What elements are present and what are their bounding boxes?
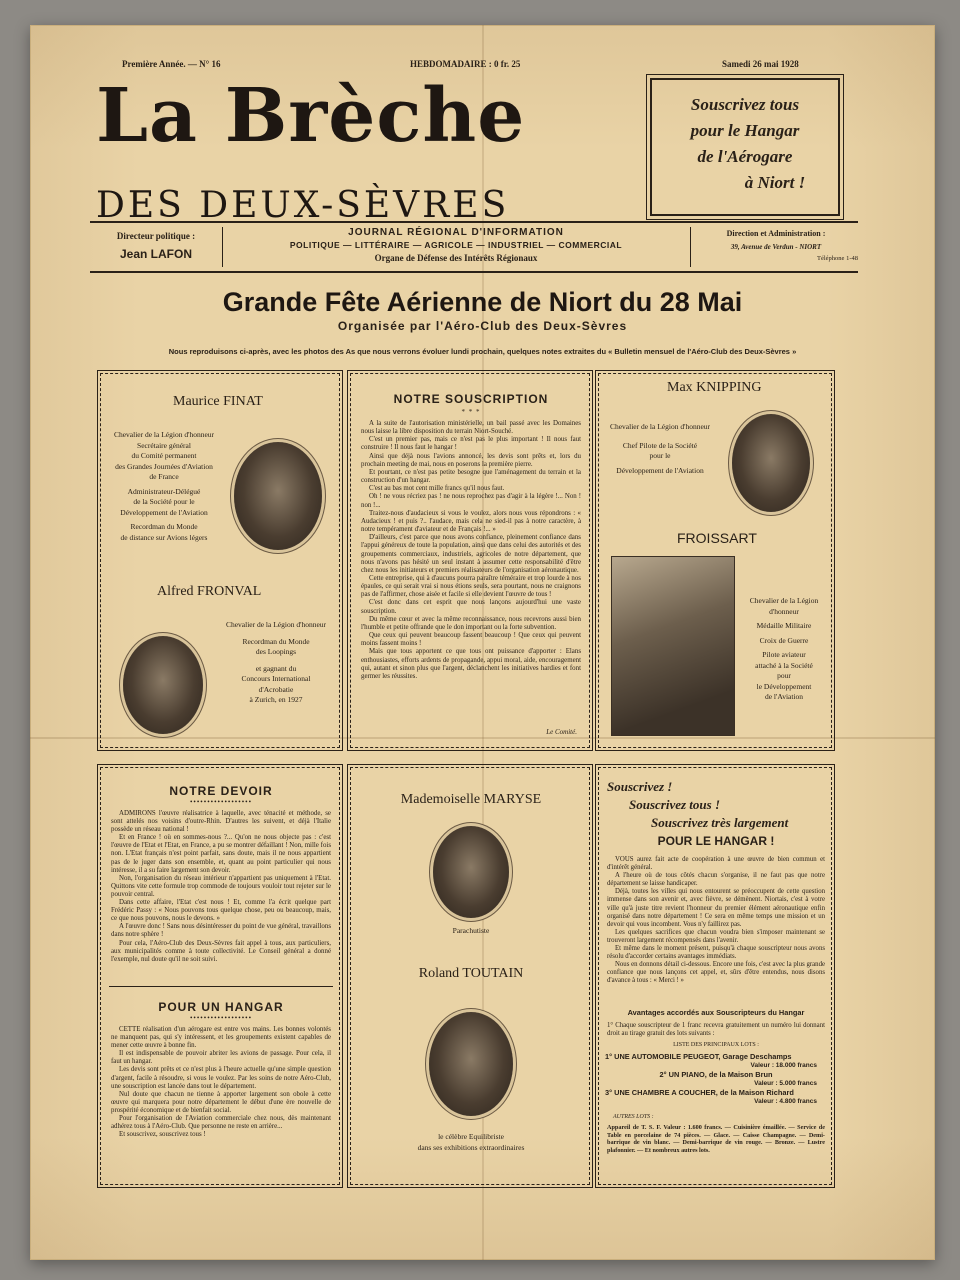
subscription-promo-box	[650, 78, 840, 216]
director-label: Directeur politique :	[116, 231, 196, 241]
article-title-souscription: NOTRE SOUSCRIPTION	[393, 392, 549, 406]
ornament: ••••••••••••••••••	[189, 1014, 253, 1022]
appeal-line-1: Souscrivez !	[607, 779, 673, 794]
intro-note: Nous reproduisons ci-après, avec les photos des As que nous verrons évoluer lundi prochain, quelques notes extraites du « Bulletin mensuel de l'Aéro-Club des Deux-Sèvres »	[168, 347, 797, 356]
lot-2-value: Valeur : 5.000 francs	[754, 1080, 817, 1087]
panel-maryse-toutain	[350, 767, 590, 1185]
aviator-name-knipping: Max KNIPPING	[667, 380, 762, 395]
panel-souscription	[350, 373, 590, 748]
caption-toutain: le célèbre Equilibriste dans ses exhibitions extraordinaires	[417, 1132, 525, 1152]
photo-froissart	[611, 556, 735, 736]
portrait-knipping	[732, 414, 810, 512]
article-body-souscription: A la suite de l'autorisation ministérielle, un bail passé avec les Domaines nous laisse la libre disposition du terrain Niort-Souché. C'est un premier pas, mais ce n'est pas le plus important ! Il nous faut construire ! Il nous faut le hangar ! Ainsi que déjà nous l'avions annoncé, les devis sont prêts et, lors du prochain meeting de mai, nous en poserons la première pierre. Et pourtant, ce n'est pas petite besogne que l'aménagement du terrain et la construction d'un hangar. C'est au bas mot cent mille francs qu'il nous faut. Oh ! ne vous récriez pas ! ne nous reprochez pas d'agir à la légère !... Non ! non !... Traitez-nous d'audacieux si vous le voulez, alors nous vous répondrons : « Audacieux ! et puis ?.. l'audace, mais cela ne sied-il pas à notre caractère, à notre tempérament d'aviateur et de Français !... » D'ailleurs, c'est parce que nous avons confiance, pleinement confiance dans l'appui généreux de toute la population, ainsi que dans celui des autorités et des groupements commerciaux, industriels, agricoles de notre département, que nous n'avons pas hésité un seul instant à assumer cette responsabilité d'être chez nous les initiateurs et premiers réalisateurs de l'organisation aéronautique. Cette entreprise, qui à d'aucuns pourra paraître téméraire et trop lourde à nos épaules, ce qui serait vrai si nous étions seuls, sera pourtant, nous ne craignons pas de l'affirmer, chose aisée et facile si elle devient l'œuvre de tous ! C'est donc dans cet esprit que nous lançons aujourd'hui une vaste souscription. Du même cœur et avec la même reconnaissance, nous recevrons aussi bien l'humble et petite offrande que le don important ou la forte subvention. Que ceux qui peuvent beaucoup fassent beaucoup ! Que ceux qui peuvent moins fassent moins ! Mais que tous apportent ce que tous ont puissance d'apporter : Elans enthousiastes, efforts ardents de propagande, appui moral, aide, encouragement qui, autant et sinon plus que l'argent, déclanchent les initiatives hardies et font germer les réussites.	[361, 420, 581, 680]
signature: Le Comité.	[546, 728, 577, 736]
panel-devoir-hangar	[100, 767, 340, 1185]
caption-fronval: Chevalier de la Légion d'honneur Recordman du Monde des Loopings et gagnant du Concours International d'Acrobatie à Zurich, en 1927	[225, 620, 327, 704]
director-name: Jean LAFON	[119, 247, 192, 261]
ornament: ••••••••••••••••••	[189, 798, 253, 806]
lot-1-value: Valeur : 18.000 francs	[750, 1062, 817, 1069]
masthead-title: La Brèche	[96, 73, 526, 159]
aviator-name-finat: Maurice FINAT	[173, 394, 263, 409]
admin-phone: Téléphone 1-48	[817, 255, 858, 262]
aviator-name-froissart: FROISSART	[677, 530, 757, 546]
journal-tagline: JOURNAL RÉGIONAL D'INFORMATION	[348, 227, 564, 238]
caption-knipping: Chevalier de la Légion d'honneur Chef Pilote de la Société pour le Développement de l'Aviation	[609, 422, 711, 475]
admin-address: 39, Avenue de Verdun - NIORT	[730, 243, 822, 251]
newspaper-sheet	[30, 25, 935, 1260]
article-body-hangar: CETTE réalisation d'un aérogare est entre vos mains. Les bonnes volontés ne manquent pas, qui s'y intéressent, et les groupements existent capables de mener cette œuvre à bonne fin. Il est indispensable de pouvoir abriter les avions de passage. Pour cela, il faut un hangar. Les devis sont prêts et ce n'est plus à l'heure actuelle qu'une simple question d'argent, facile à résoudre, si vous le voulez. Par les soins de notre Aéro-Club, une souscription est lancée dans tout le département. Nul doute que chacun ne tienne à apporter largement son obole à cette œuvre qui marquera pour notre département le début d'une ère nouvelle de prospérité économique et de bienfait social. Pour l'organisation de l'Aviation commerciale chez nous, dès maintenant adhérez tous à l'Aéro-Club. Que personne ne reste en arrière... Et souscrivez, souscrivez tous !	[111, 1026, 331, 1139]
issue-date: Samedi 26 mai 1928	[722, 59, 799, 69]
promo-line: Souscrivez tous	[690, 95, 800, 114]
portrait-toutain	[429, 1012, 513, 1116]
appeal-line-4: POUR LE HANGAR !	[657, 834, 775, 848]
appeal-line-3: Souscrivez très largement	[651, 815, 789, 830]
caption-froissart: Chevalier de la Légion d'honneur Médaille Militaire Croix de Guerre Pilote aviateur attaché à la Société pour le Développement de l'Aviation	[749, 596, 819, 701]
journal-motto: Organe de Défense des Intérêts Régionaux	[374, 253, 538, 263]
masthead-info-band	[90, 221, 858, 273]
aviator-name-fronval: Alfred FRONVAL	[157, 584, 262, 599]
portrait-finat	[234, 442, 322, 550]
autres-lots-text: Appareil de T. S. F. Valeur : 1.600 francs. — Cuisinière émaillée. — Service de Table en porcelaine de 74 pièces. — Glace. — Caisse Champagne. — Demi-barrique de vin blanc. — Demi-barrique de vin rouge. — Bronze. — Lustre plafonnier. — Et nombreux autres lots.	[607, 1124, 825, 1154]
headline: Grande Fête Aérienne de Niort du 28 Mai	[222, 287, 743, 317]
promo-line: de l'Aérogare	[697, 147, 793, 166]
avantages-title: Avantages accordés aux Souscripteurs du Hangar	[627, 1008, 805, 1017]
ornament: * * *	[461, 408, 481, 416]
lot-3: 3° UNE CHAMBRE A COUCHER, de la Maison Richard	[605, 1088, 794, 1097]
caption-finat: Chevalier de la Légion d'honneur Secrétaire général du Comité permanent des Grandes Journées d'Aviation de France Administrateur-Délégué de la Société pour le Développement de l'Aviation Recordman du Monde de distance sur Avions légers	[113, 430, 215, 542]
autres-lots-title: AUTRES LOTS :	[613, 1114, 654, 1120]
article-title-devoir: NOTRE DEVOIR	[169, 784, 273, 798]
article-title-hangar: POUR UN HANGAR	[158, 1000, 284, 1014]
masthead-subtitle: DES DEUX-SÈVRES	[96, 185, 510, 226]
issue-number: Première Année. — N° 16	[122, 59, 221, 69]
lot-2: 2° UN PIANO, de la Maison Brun	[659, 1070, 773, 1079]
performer-name-maryse: Mademoiselle MARYSE	[400, 792, 542, 807]
promo-line: à Niort !	[744, 173, 806, 192]
headline-subtitle: Organisée par l'Aéro-Club des Deux-Sèvres	[337, 319, 628, 333]
appeal-line-2: Souscrivez tous !	[629, 797, 721, 812]
portrait-maryse	[433, 826, 509, 918]
panel-finat-fronval	[100, 373, 340, 748]
portrait-fronval	[123, 636, 203, 734]
panel-knipping-froissart	[598, 373, 832, 748]
divider	[109, 986, 333, 987]
lot-3-value: Valeur : 4.800 francs	[754, 1098, 817, 1105]
journal-sections: POLITIQUE — LITTÉRAIRE — AGRICOLE — INDUSTRIEL — COMMERCIAL	[289, 240, 623, 250]
article-body-devoir: ADMIRONS l'œuvre réalisatrice à laquelle, avec ténacité et méthode, se sont attelés nos voisins d'outre-Rhin. D'autres les suivent, et déjà l'Italie possède un réseau national ! Et en France ! où en sommes-nous ?... Qu'on ne nous objecte pas : c'est l'œuvre de l'Etat et l'Etat, en France, a pu se montrer défaillant ! Non, mille fois non. L'Etat français n'est point parfait, sans doute, mais il ne nous appartient pas de le juger dans son ensemble, et, quant au point particulier qui nous intéresse, il a su faire largement son devoir. Non, l'organisation du réseau intérieur n'appartient pas uniquement à l'Etat. Quittons vite cette formule trop commode de toujours vouloir tout rejeter sur le pouvoir central. Dans cette affaire, l'Etat c'est nous ! Et, comme l'a écrit quelque part Frédéric Passy : « Nous pouvons tous quelque chose, peu ou beaucoup, mais, ce que nous pouvons, nous le devons. » A l'œuvre donc ! Sans nous désintéresser du point de vue général, travaillons dans notre sphère ! Pour cela, l'Aéro-Club des Deux-Sèvres fait appel à tous, aux particuliers, aux municipalités comme à toute collectivité. Le Conseil général a donné l'exemple, nul doute qu'il ne soit suivi.	[111, 810, 331, 963]
lot-1: 1° UNE AUTOMOBILE PEUGEOT, Garage Deschamps	[605, 1052, 792, 1061]
panel-appeal	[598, 767, 832, 1185]
promo-line: pour le Hangar	[690, 121, 800, 140]
admin-label: Direction et Administration :	[726, 229, 826, 238]
lots-heading: LISTE DES PRINCIPAUX LOTS :	[673, 1042, 759, 1048]
performer-name-toutain: Roland TOUTAIN	[418, 966, 524, 981]
appeal-body: VOUS aurez fait acte de coopération à une œuvre de bien commun et d'intérêt général. A l'heure où de tous côtés chacun s'organise, il ne faut pas que notre département se laisse handicaper. Déjà, toutes les villes qui nous entourent se préoccupent de cette question immense dans son avenir et, avec fièvre, se démènent. Niortais, c'est à votre ville qu'à juste titre revient l'honneur du premier élément aéronautique enfin organisé dans notre département ! Ce sera en même temps une mission et un devoir qui vous incombent. Vous n'y faillirez pas. Les quelques sacrifices que chacun voudra bien s'imposer maintenant se trouveront largement récompensés dans l'avenir. Et même dans le moment présent, puisqu'à chaque souscripteur nous avons résolu d'accorder certains avantages immédiats. Nous en donnons détail ci-dessous. Encore une fois, c'est avec la plus grande confiance que nous lançons cet appel, et, sûrs d'être entendus, nous disons d'avance à tous : « Merci ! »	[607, 856, 825, 985]
weekly-price: HEBDOMADAIRE : 0 fr. 25	[410, 59, 521, 69]
lots-list	[605, 1052, 827, 1106]
avantages-text: 1° Chaque souscripteur de 1 franc recevra gratuitement un numéro lui donnant droit au tirage gratuit des lots suivants :	[607, 1022, 825, 1038]
caption-maryse: Parachutiste	[452, 926, 490, 935]
